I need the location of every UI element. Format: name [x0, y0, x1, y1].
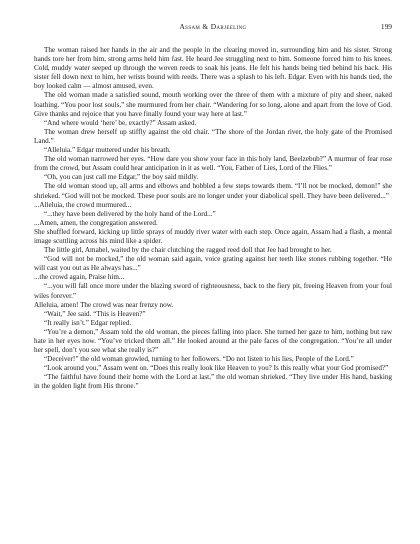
paragraph: “...they have been delivered by the holy hand of the Lord...” [44, 209, 216, 218]
paragraph: “The faithful have found their home with the Lord at last,” the old woman shrieked. “They live under His hand, basking in the golden light from His throne.” [34, 373, 392, 391]
page-number: 199 [380, 22, 392, 31]
paragraph: “...you will fall once more under the blazing sword of righteousness, back to the fiery pit, freeing Heaven from your foul wiles forever.” [34, 282, 392, 300]
paragraph: “Look around you,” Assam went on. “Does this really look like Heaven to you? Is this really what your God promised?” [44, 364, 389, 373]
paragraph: “Deceiver!” the old woman growled, turning to her followers. “Do not listen to his lies, People of the Lord.” [44, 355, 354, 364]
paragraph: “God will not be mocked,” the old woman said again, voice grating against her teeth like stones rubbing together. “He will cast you out as He always has...” [34, 255, 392, 273]
paragraph: ...the crowd again, Praise him... [34, 273, 125, 282]
paragraph: The little girl, Amabel, waited by the chair clutching the ragged reed doll that Jee had brought to her. [44, 246, 332, 255]
paragraph: The woman raised her hands in the air and the people in the clearing moved in, surrounding him and his sister. Strong hands tore her from him, strong arms held him fast. He heard Jee struggling next to him. Someone forced him to his knees. Cold, muddy water seeped up through the woven reeds to soak his jeans. He felt his hands being tied behind his back. His sister fell down next to him, her wrists bound with reeds. There was a splash to his left. Edgar. Even with his hands tied, the boy looked calm — almost amused, even. [34, 46, 392, 91]
paragraph: “It really isn’t.” Edgar replied. [44, 318, 132, 327]
paragraph: “Alleluia.” Edgar muttered under his breath. [44, 146, 171, 155]
paragraph: “Wait,” Jee said. “This is Heaven?” [44, 309, 146, 318]
paragraph: The old woman made a satisfied sound, mouth working over the three of them with a mixture of pity and sheer, naked loathing. “You poor lost souls,” she murmured from her chair. “Wandering for so long, alone and apart from the love of God. Give thanks and rejoice that you have finally found your way here at last.” [34, 91, 392, 118]
paragraph: The old woman narrowed her eyes. “How dare you show your face in this holy land, Beelzebub?” A murmur of fear rose from the crowd, but Assam could hear anticipation in it as well. “You, Father of Lies, Lord of the Flies.” [34, 155, 392, 173]
paragraph: “You’re a demon,” Assam told the old woman, the pieces falling into place. She turned her gaze to him, nothing but raw hate in her eyes now. “You’ve tricked them all.” He looked around at the pale faces of the congregation. “You’re all under her spell, don’t you see what she really is?” [34, 327, 392, 355]
body-text [34, 46, 392, 392]
running-title: Assam & Darjeeling [179, 22, 247, 31]
paragraph: “And where would ‘here’ be, exactly?” Assam asked. [44, 118, 197, 127]
paragraph: ...Amen, amen, the congregation answered. [34, 218, 158, 227]
paragraph: Alleluia, amen! The crowd was near frenzy now. [34, 300, 174, 309]
paragraph: “Oh, you can just call me Edgar,” the boy said mildly. [44, 173, 199, 182]
page-header [34, 22, 392, 34]
paragraph: The old woman stood up, all arms and elbows and hobbled a few steps towards them. “I’ll not be mocked, demon!” she shrieked. “God will not be mocked. These poor souls are no longer under your diabolical spell. They have been delivered...” [34, 182, 392, 200]
paragraph: ...Alleluia, the crowd murmured... [34, 200, 132, 209]
paragraph: She shuffled forward, kicking up little sprays of muddy river water with each step. Once again, Assam had a flash, a mental image scuttling across his mind like a spider. [34, 227, 392, 245]
paragraph: The woman drew herself up stiffly against the old chair. “The shore of the Jordan river, the holy gate of the Promised Land.” [34, 127, 392, 145]
